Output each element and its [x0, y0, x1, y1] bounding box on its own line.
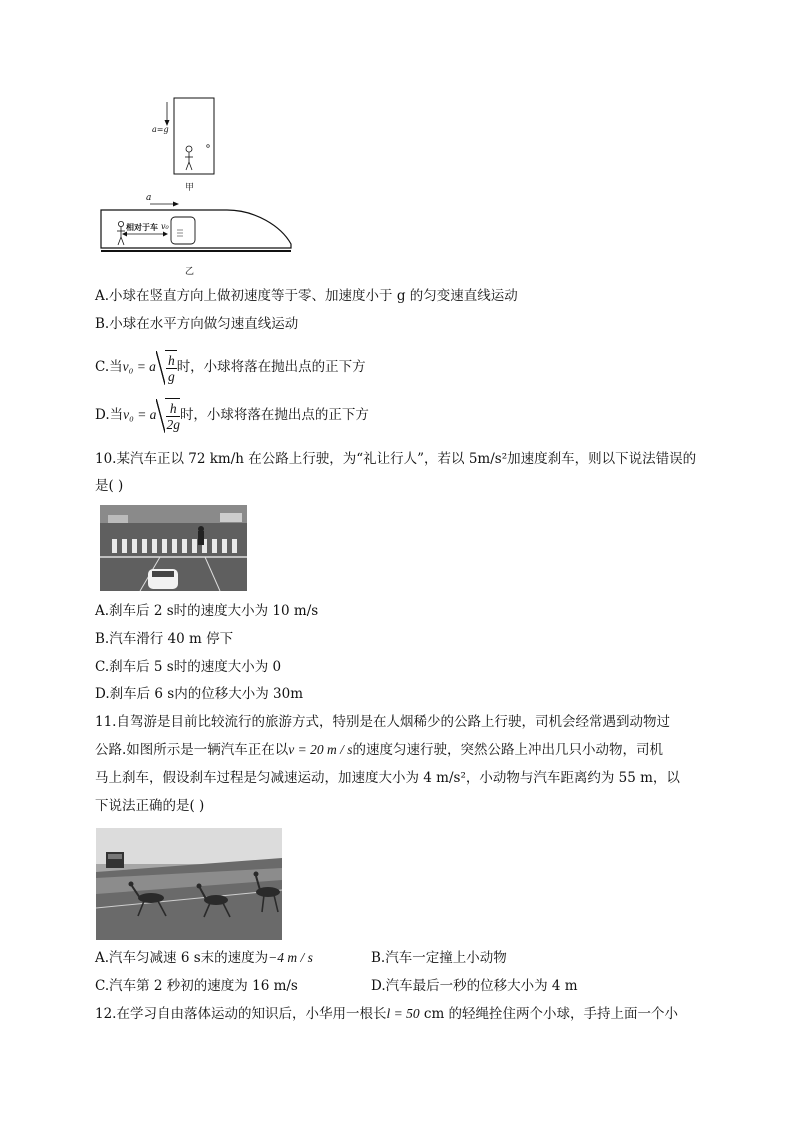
q11-stem-line4: 下说法正确的是( ) — [95, 798, 205, 814]
caption-jia: 甲 — [185, 183, 195, 193]
q10-stem-line2: 是( ) — [95, 478, 124, 494]
q9-option-d-prefix: D.当 — [95, 407, 124, 423]
accel-label-jia: a=g — [152, 125, 169, 134]
q10-stem-line1: 10.某汽车正以 72 km/h 在公路上行驶，为“礼让行人”，若以 5m/s²加速度刹车，则以下说法错误的 — [95, 451, 697, 467]
caption-yi: 乙 — [185, 267, 195, 277]
frac-numerator: h — [166, 401, 180, 417]
q10-option-d: D.刹车后 6 s内的位移大小为 30m — [95, 686, 304, 702]
q11-option-a-pre: A.汽车匀减速 6 s末的速度为 — [95, 950, 269, 966]
q11-option-a-formula: −4 m / s — [268, 950, 313, 965]
q9-option-d-lhs: v₀ = a — [123, 407, 157, 422]
q11-speed-formula: v = 20 m / s — [288, 742, 353, 757]
frac-numerator: h — [167, 353, 175, 368]
animals-road-photo — [96, 828, 282, 940]
relative-label: 相对于车 — [126, 222, 158, 232]
q11-stem-line1: 11.自驾游是目前比较流行的旅游方式，特别是在人烟稀少的公路上行驶，司机会经常遇到动物过 — [95, 714, 670, 730]
q11-stem-line2 — [95, 740, 663, 760]
q9-option-c-prefix: C.当 — [95, 359, 123, 375]
q11-option-d: D.汽车最后一秒的位移大小为 4 m — [371, 978, 578, 994]
q11-option-b: B.汽车一定撞上小动物 — [371, 950, 507, 966]
q12-stem-post: cm 的轻绳拴住两个小球，手持上面一个小 — [419, 1006, 679, 1022]
frac-denominator: 2g — [166, 417, 180, 432]
q10-option-a: A.刹车后 2 s时的速度大小为 10 m/s — [95, 603, 319, 619]
q11-stem-line2-post: 的速度匀速行驶，突然公路上冲出几只小动物，司机 — [352, 742, 664, 758]
accel-label-yi: a — [146, 193, 152, 203]
q9-option-a: A.小球在竖直方向上做初速度等于零、加速度小于 g 的匀变速直线运动 — [95, 288, 518, 304]
q11-option-a — [95, 948, 313, 968]
q9-option-d-suffix: 时，小球将落在抛出点的正下方 — [179, 407, 369, 423]
q11-stem-line2-pre: 公路.如图所示是一辆汽车正在以 — [95, 742, 289, 758]
q12-stem-pre: 12.在学习自由落体运动的知识后，小华用一根长 — [95, 1006, 387, 1022]
q9-option-c-fraction — [166, 353, 177, 384]
v0-label: v₀ — [161, 222, 169, 231]
q9-option-c-lhs: v₀ = a — [122, 359, 156, 374]
q10-option-b: B.汽车滑行 40 m 停下 — [95, 631, 234, 647]
q10-option-c: C.刹车后 5 s时的速度大小为 0 — [95, 659, 282, 675]
q12-stem-line1 — [95, 1004, 678, 1024]
sqrt-symbol — [165, 398, 180, 433]
q9-option-d — [95, 398, 369, 433]
frac-denominator: g — [167, 369, 175, 384]
crosswalk-photo — [100, 505, 247, 591]
q9-option-b: B.小球在水平方向做匀速直线运动 — [95, 316, 299, 332]
q12-length-formula: l = 50 — [386, 1006, 420, 1021]
q9-option-d-fraction — [166, 401, 180, 432]
q9-option-c — [95, 350, 366, 385]
q11-option-c: C.汽车第 2 秒初的速度为 16 m/s — [95, 978, 298, 994]
q11-stem-line3: 马上刹车，假设刹车过程是匀减速运动，加速度大小为 4 m/s²，小动物与汽车距离约为 55 m，以 — [95, 770, 680, 786]
figure-train — [95, 196, 295, 258]
q9-option-c-suffix: 时，小球将落在抛出点的正下方 — [176, 359, 366, 375]
sqrt-symbol — [165, 350, 177, 385]
